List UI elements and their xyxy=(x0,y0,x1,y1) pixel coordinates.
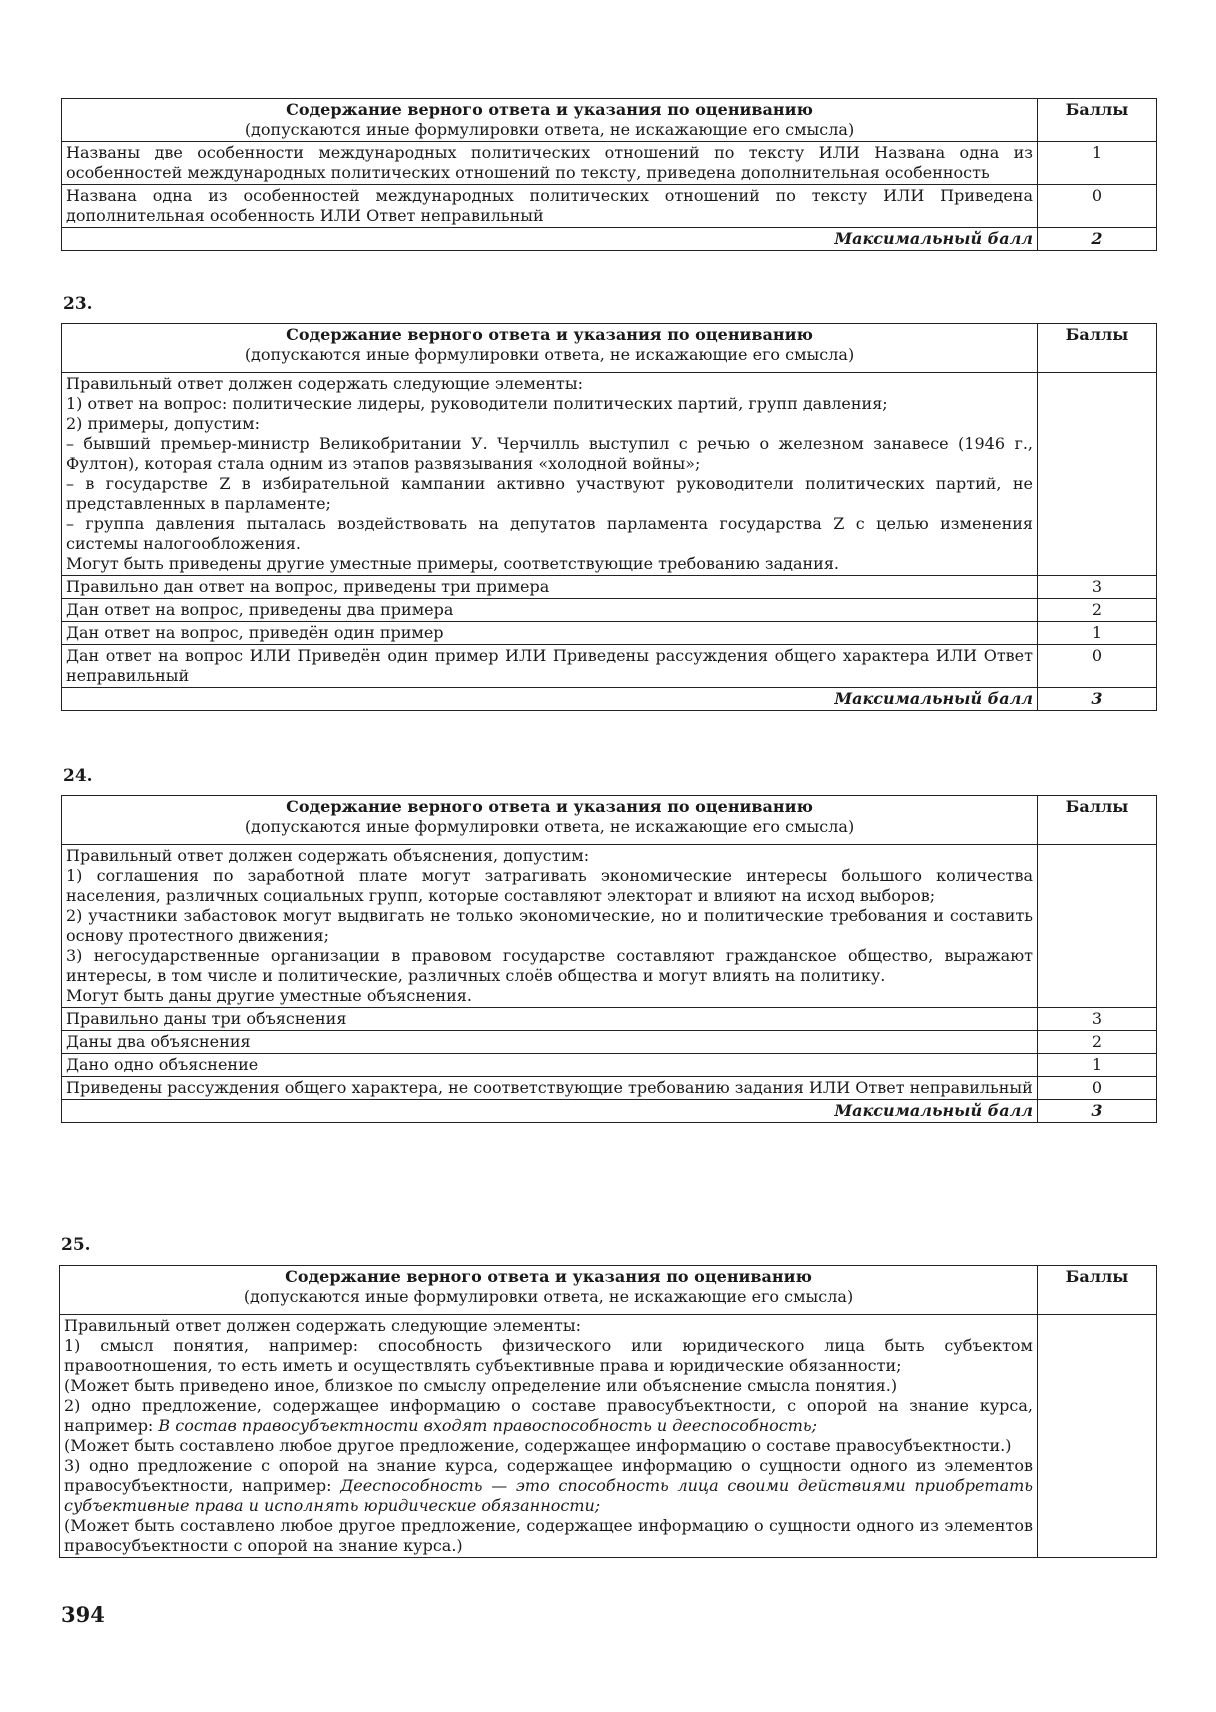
table-header-row xyxy=(62,324,1157,373)
content-line: Могут быть даны другие уместные объяснения. xyxy=(66,986,472,1005)
score-header: Баллы xyxy=(1038,324,1157,373)
content-header-cell xyxy=(62,324,1038,373)
question-number-24: 24. xyxy=(63,766,93,786)
content-header-cell xyxy=(62,99,1038,142)
max-score-label: Максимальный балл xyxy=(62,228,1038,251)
content-header-cell xyxy=(60,1266,1038,1315)
criterion-score: 3 xyxy=(1038,576,1157,599)
content-line: – группа давления пыталась воздействовать на депутатов парламента государства Z с целью изменения системы налогообложения. xyxy=(66,514,1033,553)
table-header-row xyxy=(60,1266,1157,1315)
answer-content xyxy=(60,1315,1038,1558)
content-line: Правильный ответ должен содержать следующие элементы: xyxy=(66,374,584,393)
criterion-score: 0 xyxy=(1038,645,1157,688)
content-row xyxy=(60,1315,1157,1558)
table-header-row xyxy=(62,796,1157,845)
score-header: Баллы xyxy=(1038,796,1157,845)
max-score-label: Максимальный балл xyxy=(62,1100,1038,1123)
content-line: – бывший премьер-министр Великобритании У. Черчилль выступил с речью о железном занавесе (1946 г., Фултон), которая стала одним из этапов развязывания «холодной войны»; xyxy=(66,434,1033,473)
max-score-value: 3 xyxy=(1038,1100,1157,1123)
content-line: (Может быть составлено любое другое предложение, содержащее информацию о сущности одного из элементов правосубъектности с опорой на знание курса.) xyxy=(64,1516,1033,1555)
content-line: 1) ответ на вопрос: политические лидеры, руководители политических партий, групп давления; xyxy=(66,394,888,413)
content-line xyxy=(64,1456,1033,1516)
criterion-score: 0 xyxy=(1038,1077,1157,1100)
content-line: 2) примеры, допустим: xyxy=(66,414,261,433)
content-header-title: Содержание верного ответа и указания по оцениванию xyxy=(286,100,813,119)
table-row xyxy=(62,622,1157,645)
empty-score-cell xyxy=(1038,1315,1157,1558)
criterion-score: 2 xyxy=(1038,1031,1157,1054)
score-header: Баллы xyxy=(1038,1266,1157,1315)
criterion-text: Названы две особенности международных политических отношений по тексту ИЛИ Названа одна из особенностей международных политических отношений по тексту, приведена дополнительная особенность xyxy=(62,142,1038,185)
content-header-title: Содержание верного ответа и указания по оцениванию xyxy=(286,797,813,816)
criterion-text: Дано одно объяснение xyxy=(62,1054,1038,1077)
empty-score-cell xyxy=(1038,845,1157,1008)
content-line: Правильный ответ должен содержать следующие элементы: xyxy=(64,1316,582,1335)
content-header-title: Содержание верного ответа и указания по оцениванию xyxy=(285,1267,812,1286)
content-header-note: (допускаются иные формулировки ответа, не искажающие его смысла) xyxy=(244,120,855,139)
table-row xyxy=(62,1077,1157,1100)
table-header-row xyxy=(62,99,1157,142)
example-sentence: В состав правосубъектности входят правоспособность и дееспособность; xyxy=(158,1416,817,1435)
criterion-text: Названа одна из особенностей международных политических отношений по тексту ИЛИ Приведена дополнительная особенность ИЛИ Ответ неправильный xyxy=(62,185,1038,228)
criterion-text: Дан ответ на вопрос, приведены два примера xyxy=(62,599,1038,622)
max-score-row xyxy=(62,688,1157,711)
max-score-value: 3 xyxy=(1038,688,1157,711)
max-score-row xyxy=(62,228,1157,251)
table-row xyxy=(62,576,1157,599)
criteria-table-top xyxy=(61,98,1157,251)
content-line: 2) участники забастовок могут выдвигать не только экономические, но и политические требования и составить основу протестного движения; xyxy=(66,906,1033,945)
content-text: 3) одно предложение с опорой на знание курса, содержащее информацию о сущности одного из элементов правосубъектности, например: xyxy=(64,1456,1033,1495)
question-number-25: 25. xyxy=(61,1235,91,1255)
content-row xyxy=(62,373,1157,576)
criterion-text: Правильно даны три объяснения xyxy=(62,1008,1038,1031)
content-header-cell xyxy=(62,796,1038,845)
empty-score-cell xyxy=(1038,373,1157,576)
max-score-row xyxy=(62,1100,1157,1123)
question-number-23: 23. xyxy=(63,294,93,314)
answer-content xyxy=(62,373,1038,576)
score-header: Баллы xyxy=(1038,99,1157,142)
criteria-table-25 xyxy=(59,1265,1157,1558)
content-row xyxy=(62,845,1157,1008)
content-line: – в государстве Z в избирательной кампании активно участвуют руководители политических партий, не представленных в парламенте; xyxy=(66,474,1033,513)
content-line: Правильный ответ должен содержать объяснения, допустим: xyxy=(66,846,590,865)
table-row xyxy=(62,142,1157,185)
table-row xyxy=(62,645,1157,688)
criteria-table-24 xyxy=(61,795,1157,1123)
criterion-score: 1 xyxy=(1038,622,1157,645)
content-line: Могут быть приведены другие уместные примеры, соответствующие требованию задания. xyxy=(66,554,839,573)
content-header-note: (допускаются иные формулировки ответа, не искажающие его смысла) xyxy=(244,817,855,836)
criterion-text: Дан ответ на вопрос, приведён один пример xyxy=(62,622,1038,645)
table-row xyxy=(62,1008,1157,1031)
criterion-text: Даны два объяснения xyxy=(62,1031,1038,1054)
example-sentence: Дееспособность — это способность лица своими действиями приобретать субъективные права и исполнять юридические обязанности; xyxy=(64,1476,1034,1515)
table-row xyxy=(62,1031,1157,1054)
table-row xyxy=(62,599,1157,622)
criterion-score: 1 xyxy=(1038,142,1157,185)
content-line: 3) негосударственные организации в правовом государстве составляют гражданское общество, выражают интересы, в том числе и политические, различных слоёв общества и могут влиять на политику. xyxy=(66,946,1033,985)
criterion-score: 3 xyxy=(1038,1008,1157,1031)
content-header-note: (допускаются иные формулировки ответа, не искажающие его смысла) xyxy=(243,1287,854,1306)
criterion-text: Дан ответ на вопрос ИЛИ Приведён один пример ИЛИ Приведены рассуждения общего характера ИЛИ Ответ неправильный xyxy=(62,645,1038,688)
content-line: (Может быть приведено иное, близкое по смыслу определение или объяснение смысла понятия.) xyxy=(64,1376,898,1395)
table-row xyxy=(62,1054,1157,1077)
content-line xyxy=(64,1396,1033,1436)
answer-content xyxy=(62,845,1038,1008)
criterion-score: 0 xyxy=(1038,185,1157,228)
page-number: 394 xyxy=(61,1602,105,1627)
max-score-value: 2 xyxy=(1038,228,1157,251)
content-line: 1) смысл понятия, например: способность физического или юридического лица быть субъектом правоотношения, то есть иметь и осуществлять субъективные права и юридические обязанности; xyxy=(64,1336,1033,1375)
table-row xyxy=(62,185,1157,228)
content-header-title: Содержание верного ответа и указания по оцениванию xyxy=(286,325,813,344)
max-score-label: Максимальный балл xyxy=(62,688,1038,711)
criterion-text: Приведены рассуждения общего характера, не соответствующие требованию задания ИЛИ Ответ неправильный xyxy=(62,1077,1038,1100)
content-line: (Может быть составлено любое другое предложение, содержащее информацию о составе правосубъектности.) xyxy=(64,1436,1012,1455)
content-header-note: (допускаются иные формулировки ответа, не искажающие его смысла) xyxy=(244,345,855,364)
criteria-table-23 xyxy=(61,323,1157,711)
criterion-text: Правильно дан ответ на вопрос, приведены три примера xyxy=(62,576,1038,599)
content-text: 2) одно предложение, содержащее информацию о составе правосубъектности, с опорой на знание курса, например: xyxy=(64,1396,1033,1435)
criterion-score: 2 xyxy=(1038,599,1157,622)
content-line: 1) соглашения по заработной плате могут затрагивать экономические интересы большого количества населения, различных социальных групп, которые составляют электорат и влияют на исход выборов; xyxy=(66,866,1033,905)
criterion-score: 1 xyxy=(1038,1054,1157,1077)
